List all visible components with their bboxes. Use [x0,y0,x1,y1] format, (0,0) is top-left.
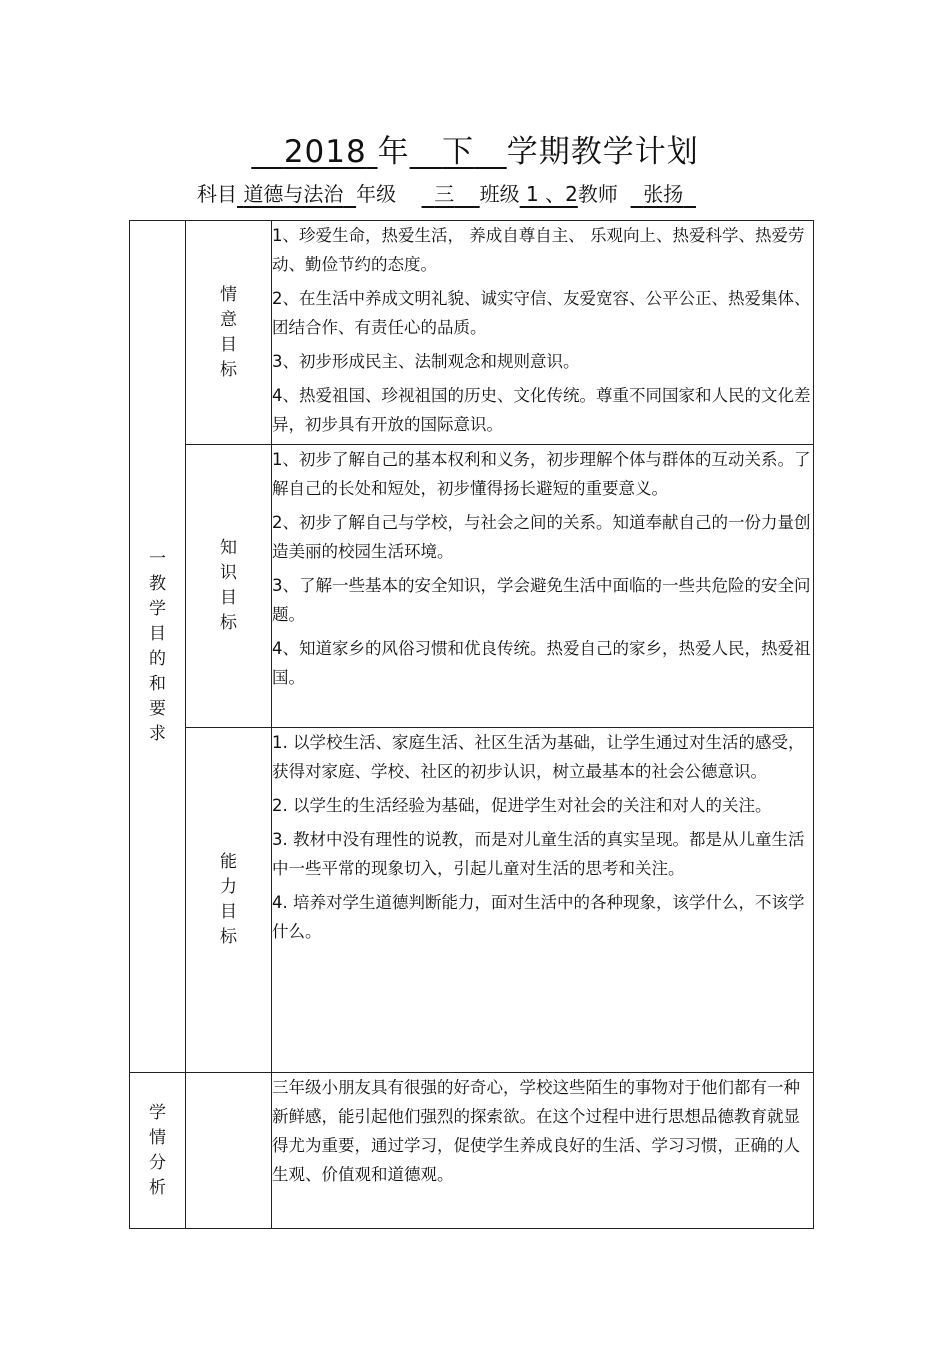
list-item: 2. 以学生的生活经验为基础，促进学生对社会的关注和对人的关注。 [272,796,772,815]
title-term: 下 [442,134,475,170]
teacher-value: 张扬 [643,182,684,206]
label-knowledge-goals: 知 识 目 标 [186,445,272,728]
class-value: 1 、2 [526,182,578,206]
label-ability-goals: 能 力 目 标 [186,728,272,1073]
ability-goals-content [272,728,814,1073]
section-label-goals: 一 教 学 目 的 和 要 求 [130,221,186,1073]
grade-label: 年级 [356,182,397,206]
label-emotion-goals: 情 意 目 标 [186,221,272,445]
list-item: 3. 教材中没有理性的说教，而是对儿童生活的真实呈现。都是从儿童生活中一些平常的现象切入，引起儿童对生活的思考和关注。 [272,830,805,878]
grade-value: 三 [434,182,455,206]
empty-cell [186,1073,272,1229]
plan-table [129,220,814,1229]
list-item: 4、知道家乡的风俗习惯和优良传统。热爱自己的家乡，热爱人民，热爱祖国。 [272,639,811,687]
title-suffix: 学期教学计划 [506,134,699,170]
emotion-goals-content [272,221,814,445]
list-item: 4、热爱祖国、珍视祖国的历史、文化传统。尊重不同国家和人民的文化差异，初步具有开放的国际意识。 [272,386,811,434]
list-item: 3、了解一些基本的安全知识，学会避免生活中面临的一些共危险的安全问题。 [272,576,811,624]
teacher-label: 教师 [577,182,618,206]
title-year-char: 年 [377,134,410,170]
list-item: 1、珍爱生命，热爱生活， 养成自尊自主、 乐观向上、热爱科学、热爱劳动、勤俭节约的态度。 [272,226,805,274]
list-item: 4. 培养对学生道德判断能力，面对生活中的各种现象，该学什么，不该学什么。 [272,893,805,941]
page-title [0,126,950,171]
label-student-analysis: 学 情 分 析 [130,1073,186,1229]
list-item: 3、初步形成民主、法制观念和规则意识。 [272,352,580,371]
list-item: 2、在生活中养成文明礼貌、诚实守信、友爱宽容、公平公正、热爱集体、团结合作、有责任心的品质。 [272,289,811,337]
row-ability-goals [130,728,814,1073]
info-line [197,178,696,207]
class-label: 班级 [479,182,520,206]
student-analysis-content [272,1073,814,1229]
row-knowledge-goals [130,445,814,728]
list-item: 2、初步了解自己与学校，与社会之间的关系。知道奉献自己的一份力量创造美丽的校园生活环境。 [272,513,811,561]
row-emotion-goals [130,221,814,445]
list-item: 1、初步了解自己的基本权利和义务，初步理解个体与群体的互动关系。了解自己的长处和短处，初步懂得扬长避短的重要意义。 [272,450,811,498]
list-item: 1. 以学校生活、家庭生活、社区生活为基础，让学生通过对生活的感受，获得对家庭、学校、社区的初步认识，树立最基本的社会公德意识。 [272,733,805,781]
row-student-analysis [130,1073,814,1229]
subject-value: 道德与法治 [243,182,344,206]
analysis-text: 三年级小朋友具有很强的好奇心，学校这些陌生的事物对于他们都有一种新鲜感，能引起他们强烈的探索欲。在这个过程中进行思想品德教育就显得尤为重要，通过学习，促使学生养成良好的生活、学习习惯，正确的人生观、价值观和道德观。 [272,1078,800,1184]
knowledge-goals-content [272,445,814,728]
subject-label: 科目 [197,182,237,206]
title-year: 2018 [283,134,367,170]
